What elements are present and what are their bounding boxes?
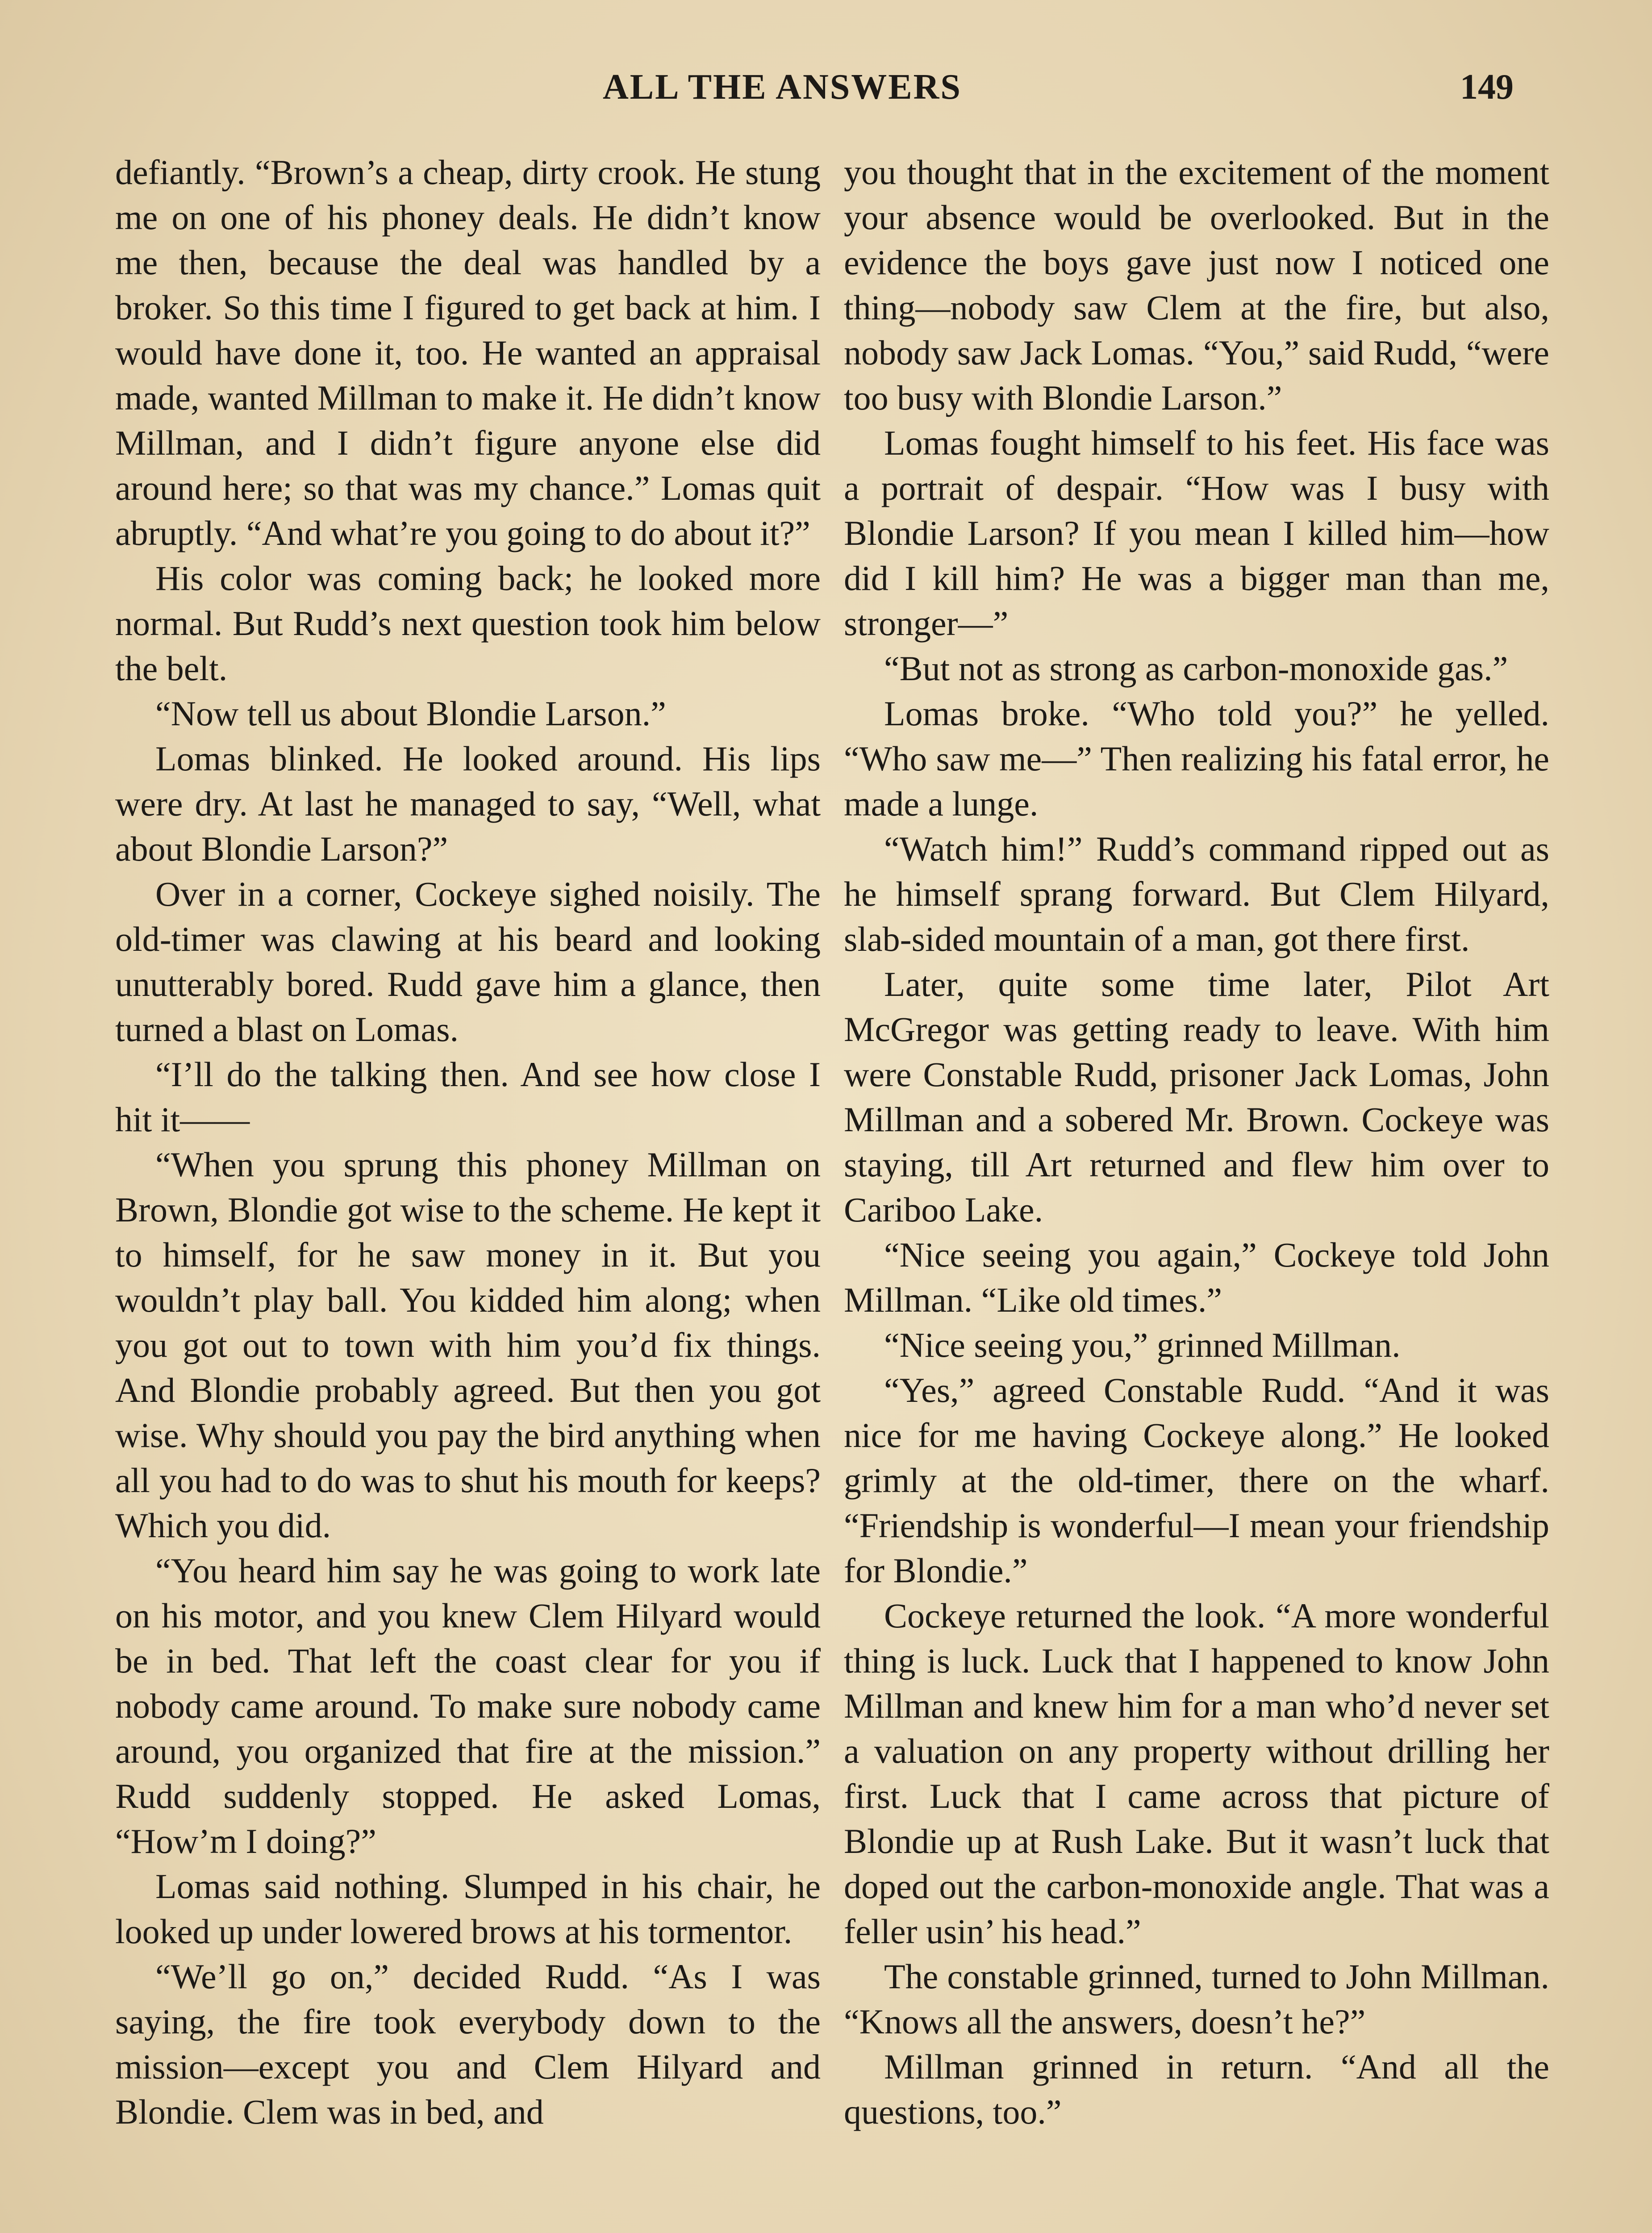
paragraph: “But not as strong as carbon-monoxide gas.” [884,649,1508,688]
paragraph: “We’ll go on,” decided Rudd. “As I was saying, the fire took everybody down to the mission—except you and Clem Hilyard and Blondie. Clem was in bed, and [115,1957,821,2131]
paragraph: Cockeye returned the look. “A more wonderful thing is luck. Luck that I happened to know John Millman and knew him for a man who’d never set a valuation on any property without drilling her first. Luck that I came across that picture of Blondie up at Rush Lake. But it wasn’t luck that doped out the carbon-monoxide angle. That was a feller usin’ his head.” [844,1596,1549,1951]
paragraph: The constable grinned, turned to John Millman. “Knows all the answers, doesn’t he?” [844,1957,1549,2041]
paragraph: Lomas fought himself to his feet. His face was a portrait of despair. “How was I busy with Blondie Larson? If you mean I killed him—how did I kill him? He was a bigger man than me, stronger—” [844,423,1549,643]
paragraph: “Now tell us about Blondie Larson.” [155,694,666,733]
paragraph: “You heard him say he was going to work late on his motor, and you knew Clem Hilyard would be in bed. That left the coast clear for you if nobody came around. To make sure nobody came around, you organized that fire at the mission.” Rudd suddenly stopped. He asked Lomas, “How’m I doing?” [115,1551,821,1861]
paragraph: you thought that in the excitement of the moment your absence would be overlooked. But in the evidence the boys gave just now I noticed one thing—nobody saw Clem at the fire, but also, nobody saw Jack Lomas. “You,” said Rudd, “were too busy with Blondie Larson.” [844,153,1549,417]
paragraph: “Nice seeing you,” grinned Millman. [884,1326,1401,1364]
paragraph: “I’ll do the talking then. And see how close I hit it—— [115,1055,821,1139]
left-text-column [115,150,821,2134]
paragraph: “Watch him!” Rudd’s command ripped out as he himself sprang forward. But Clem Hilyard, slab-sided mountain of a man, got there first. [844,829,1549,958]
paragraph: “Yes,” agreed Constable Rudd. “And it was nice for me having Cockeye along.” He looked grimly at the old-timer, there on the wharf. “Friendship is wonderful—I mean your friendship for Blondie.” [844,1371,1549,1590]
paragraph: Lomas said nothing. Slumped in his chair, he looked up under lowered brows at his tormentor. [115,1867,821,1951]
page-number: 149 [1460,67,1514,107]
paragraph: Later, quite some time later, Pilot Art McGregor was getting ready to leave. With him were Constable Rudd, prisoner Jack Lomas, John Millman and a sobered Mr. Brown. Cockeye was staying, till Art returned and flew him over to Cariboo Lake. [844,965,1549,1229]
paragraph: Millman grinned in return. “And all the questions, too.” [844,2047,1549,2131]
paragraph: Lomas broke. “Who told you?” he yelled. “Who saw me—” Then realizing his fatal error, he made a lunge. [844,694,1549,823]
right-text-column [844,150,1549,2134]
paragraph: Lomas blinked. He looked around. His lips were dry. At last he managed to say, “Well, what about Blondie Larson?” [115,739,821,868]
paragraph: Over in a corner, Cockeye sighed noisily. The old-timer was clawing at his beard and looking unutterably bored. Rudd gave him a glance, then turned a blast on Lomas. [115,874,821,1049]
paragraph: His color was coming back; he looked more normal. But Rudd’s next question took him below the belt. [115,559,821,688]
running-title: ALL THE ANSWERS [603,67,962,107]
paragraph: defiantly. “Brown’s a cheap, dirty crook. He stung me on one of his phoney deals. He didn’t know me then, because the deal was handled by a broker. So this time I figured to get back at him. I would have done it, too. He wanted an appraisal made, wanted Millman to make it. He didn’t know Millman, and I didn’t figure anyone else did around here; so that was my chance.” Lomas quit abruptly. “And what’re you going to do about it?” [115,153,821,552]
paragraph: “Nice seeing you again,” Cockeye told John Millman. “Like old times.” [844,1235,1549,1319]
paragraph: “When you sprung this phoney Millman on Brown, Blondie got wise to the scheme. He kept it to himself, for he saw money in it. But you wouldn’t play ball. You kidded him along; when you got out to town with him you’d fix things. And Blondie probably agreed. But then you got wise. Why should you pay the bird anything when all you had to do was to shut his mouth for keeps? Which you did. [115,1145,821,1545]
